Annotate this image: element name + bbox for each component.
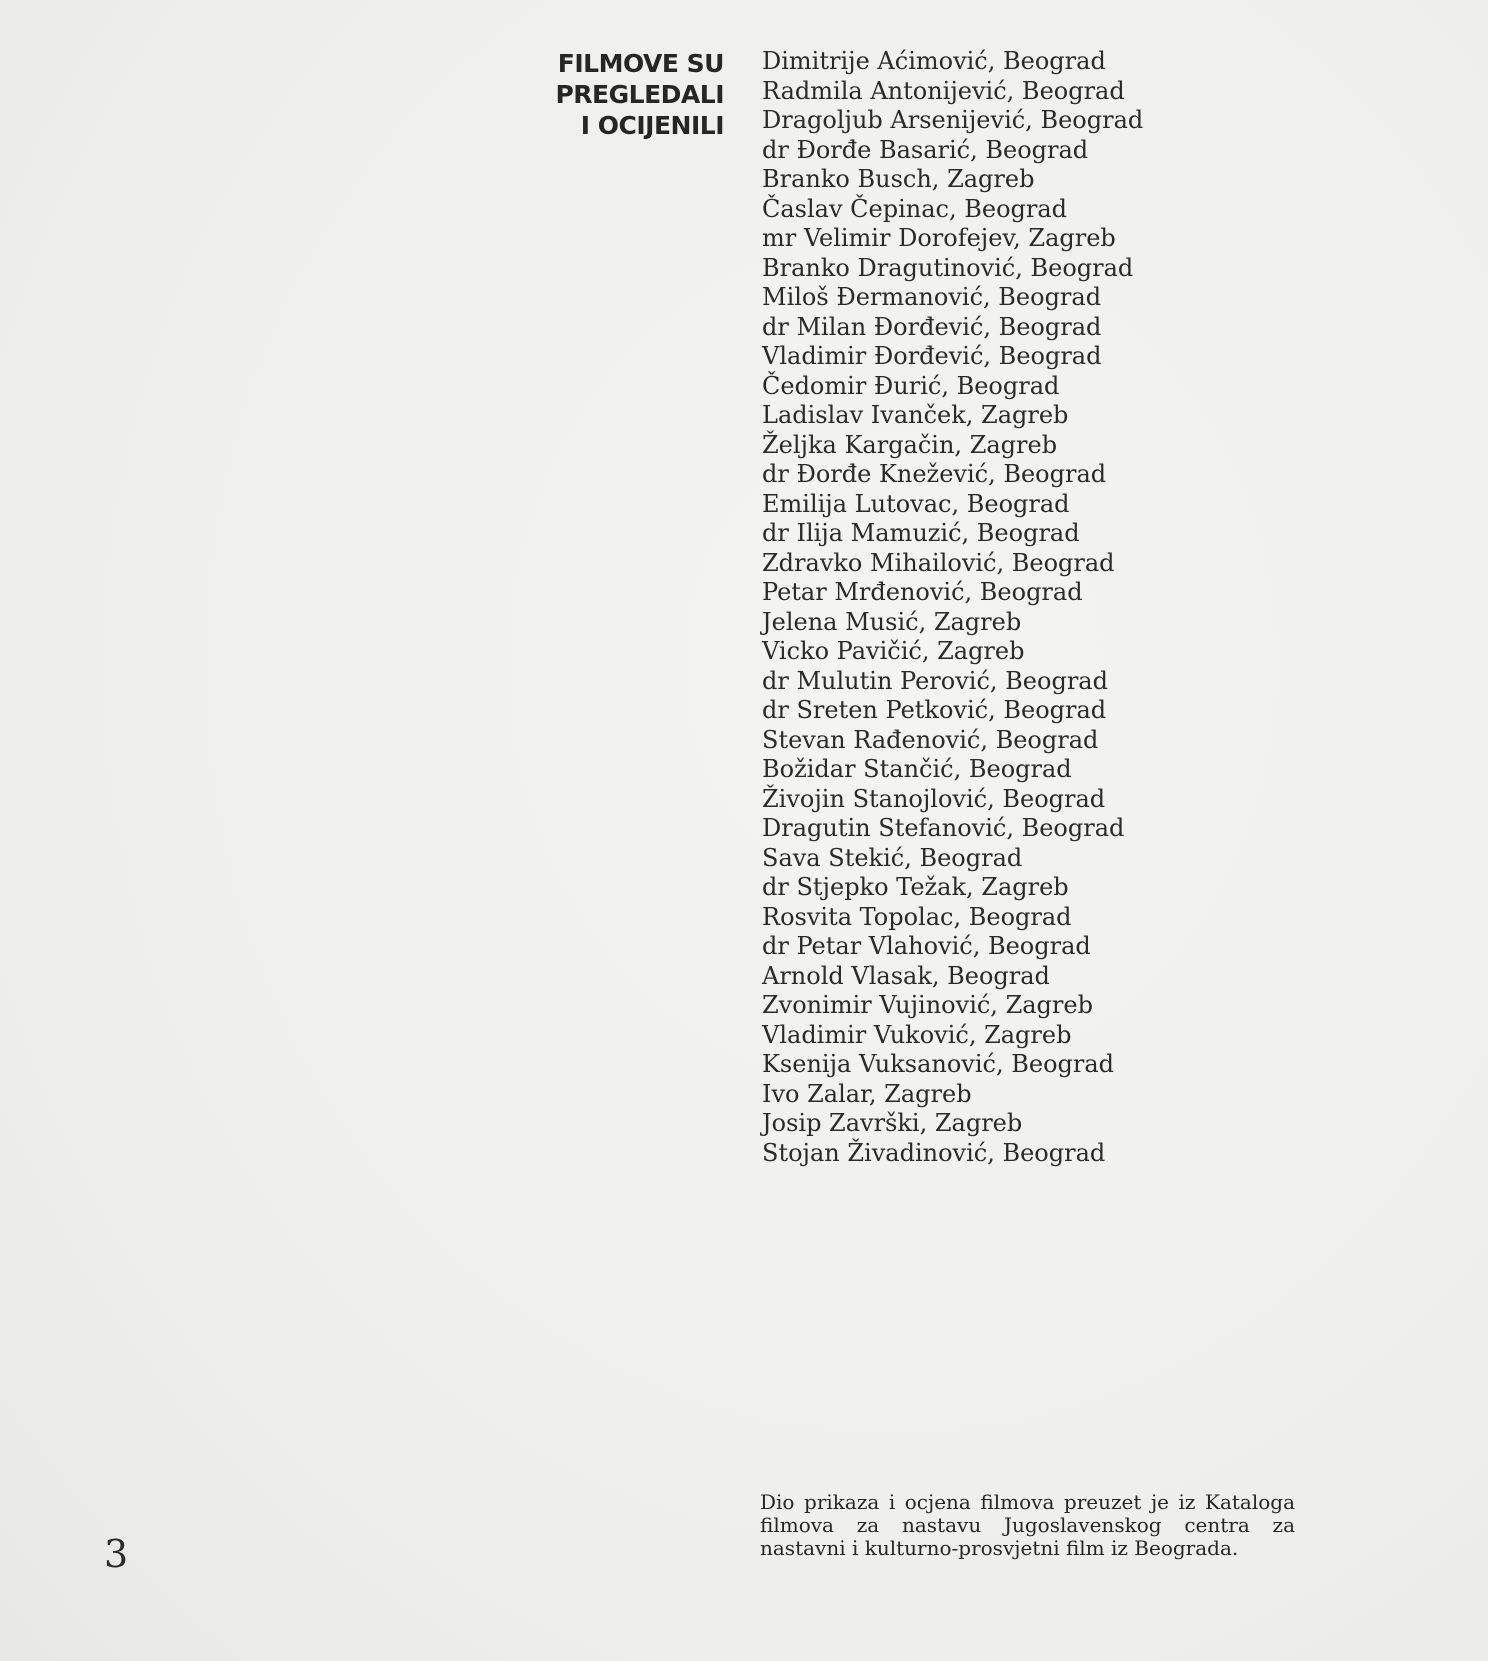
reviewer-entry: Rosvita Topolac, Beograd	[762, 902, 1072, 931]
reviewer-entry: Arnold Vlasak, Beograd	[762, 961, 1050, 990]
reviewer-entry: dr Milan Đorđević, Beograd	[762, 312, 1102, 341]
reviewer-entry: Jelena Musić, Zagreb	[762, 607, 1022, 636]
reviewer-entry: Ksenija Vuksanović, Beograd	[762, 1050, 1115, 1078]
page-number: 3	[104, 1532, 129, 1576]
reviewer-entry: Zvonimir Vujinović, Zagreb	[762, 991, 1093, 1019]
reviewer-entry: mr Velimir Dorofejev, Zagreb	[762, 224, 1116, 252]
reviewer-entry: Miloš Đermanović, Beograd	[762, 283, 1102, 311]
reviewer-entry: Stevan Rađenović, Beograd	[762, 725, 1099, 754]
reviewer-entry: dr Mulutin Perović, Beograd	[762, 666, 1108, 695]
reviewer-entry: Josip Završki, Zagreb	[762, 1109, 1023, 1137]
reviewer-entry: Emilija Lutovac, Beograd	[762, 489, 1070, 518]
reviewer-list	[762, 47, 1322, 1168]
reviewer-entry: Sava Stekić, Beograd	[762, 843, 1023, 872]
reviewer-entry: dr Ilija Mamuzić, Beograd	[762, 519, 1080, 547]
reviewer-entry: Željka Kargačin, Zagreb	[762, 430, 1058, 459]
heading-line: FILMOVE SU	[557, 49, 724, 78]
reviewer-entry: dr Đorđe Knežević, Beograd	[762, 460, 1107, 488]
heading-line: I OCIJENILI	[580, 111, 724, 140]
reviewer-entry: dr Sreten Petković, Beograd	[762, 696, 1107, 724]
reviewer-entry: Božidar Stančić, Beograd	[762, 755, 1072, 783]
reviewer-entry: dr Petar Vlahović, Beograd	[762, 932, 1091, 960]
reviewer-entry: Časlav Čepinac, Beograd	[762, 194, 1068, 223]
heading-line: PREGLEDALI	[555, 80, 724, 109]
reviewer-entry: Radmila Antonijević, Beograd	[762, 76, 1125, 105]
reviewer-entry: Čedomir Đurić, Beograd	[762, 371, 1060, 400]
reviewer-entry: Dimitrije Aćimović, Beograd	[762, 47, 1106, 75]
reviewer-entry: Dragoljub Arsenijević, Beograd	[762, 106, 1144, 134]
reviewer-entry: Živojin Stanojlović, Beograd	[762, 784, 1106, 813]
source-note: Dio prikaza i ocjena filmova preuzet je iz Kataloga filmova za nastavu Jugoslavenskog centra za nastavni i kulturno-prosvjetni film iz Beograda.	[760, 1490, 1295, 1560]
reviewer-entry: Petar Mrđenović, Beograd	[762, 578, 1083, 606]
section-heading	[520, 48, 724, 141]
reviewer-entry: dr Stjepko Težak, Zagreb	[762, 873, 1069, 901]
reviewer-entry: Vladimir Đorđević, Beograd	[762, 342, 1102, 370]
reviewer-entry: Branko Busch, Zagreb	[762, 165, 1035, 193]
reviewer-entry: Ivo Zalar, Zagreb	[762, 1079, 972, 1108]
reviewer-entry: Branko Dragutinović, Beograd	[762, 253, 1134, 282]
reviewer-entry: dr Đorđe Basarić, Beograd	[762, 135, 1089, 164]
reviewer-entry: Vicko Pavičić, Zagreb	[762, 637, 1025, 665]
reviewer-entry: Ladislav Ivanček, Zagreb	[762, 401, 1069, 429]
reviewer-entry: Vladimir Vuković, Zagreb	[762, 1020, 1072, 1049]
reviewer-entry: Dragutin Stefanović, Beograd	[762, 814, 1125, 842]
reviewer-entry: Zdravko Mihailović, Beograd	[762, 548, 1115, 577]
reviewer-entry: Stojan Živadinović, Beograd	[762, 1138, 1106, 1167]
